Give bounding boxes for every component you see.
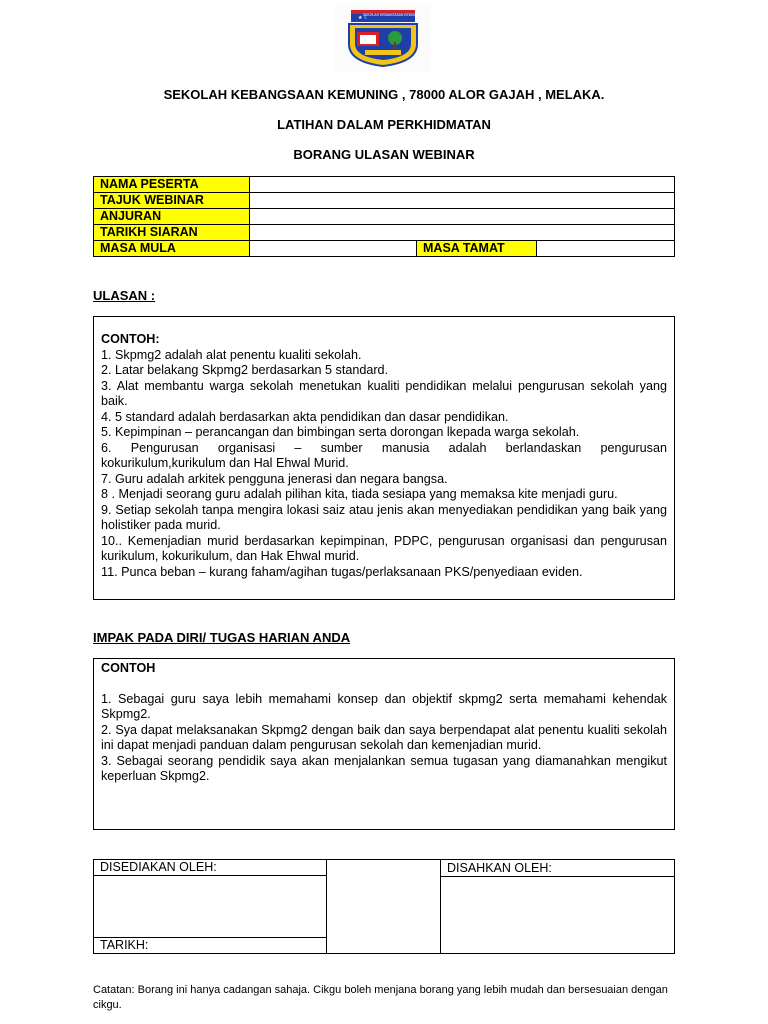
- ulasan-item: 8 . Menjadi seorang guru adalah pilihan kita, tiada sesiapa yang memaksa kite menjadi guru.: [101, 487, 618, 501]
- program-title: LATIHAN DALAM PERKHIDMATAN: [277, 117, 491, 132]
- label-tajuk-webinar: TAJUK WEBINAR: [94, 193, 250, 209]
- prepared-by-label: DISEDIAKAN OLEH:: [94, 860, 327, 876]
- ulasan-item: 10.. Kemenjadian murid berdasarkan kepimpinan, PDPC, pengurusan organisasi dan pengurusan kurikulum, kokurikulum, dan Hak Ehwal murid.: [101, 533, 667, 563]
- ulasan-item: 1. Skpmg2 adalah alat penentu kualiti sekolah.: [101, 347, 362, 362]
- ulasan-item: 7. Guru adalah arkitek pengguna jenerasi dan negara bangsa.: [101, 471, 448, 486]
- ulasan-box[interactable]: [93, 316, 675, 600]
- ulasan-heading: ULASAN :: [93, 288, 156, 303]
- ulasan-item: 11. Punca beban – kurang faham/agihan tugas/perlaksanaan PKS/penyediaan eviden.: [101, 564, 583, 579]
- impak-example-label: CONTOH: [101, 661, 156, 675]
- field-tarikh-siaran[interactable]: [250, 225, 675, 241]
- prepared-by-signature-field[interactable]: [94, 876, 327, 938]
- impak-heading: IMPAK PADA DIRI/ TUGAS HARIAN ANDA: [93, 630, 351, 645]
- impak-item: 3. Sebagai seorang pendidik saya akan menjalankan semua tugasan yang diamanahkan mengikut keperluan Skpmg2.: [101, 753, 667, 783]
- signature-gap: [327, 860, 441, 954]
- field-anjuran[interactable]: [250, 209, 675, 225]
- ulasan-item: 6. Pengurusan organisasi – sumber manusia adalah berlandaskan pengurusan kokurikulum,kurikulum dan Hal Ehwal Murid.: [101, 440, 667, 470]
- logo-text: SEKOLAH KEBANGSAAN KEMUNING: [363, 13, 423, 17]
- ulasan-item: 5. Kepimpinan – perancangan dan bimbingan serta dorongan lkepada warga sekolah.: [101, 425, 580, 439]
- ulasan-item: 4. 5 standard adalah berdasarkan akta pendidikan dan dasar pendidikan.: [101, 409, 509, 424]
- label-tarikh-siaran: TARIKH SIARAN: [94, 225, 250, 241]
- impak-item: 2. Sya dapat melaksanakan Skpmg2 dengan baik dan saya berpendapat alat penentu kualiti sekolah ini dapat menjadi panduan dalam pengurusan sekolah dan kemenjadian murid.: [101, 722, 667, 752]
- approved-by-cell[interactable]: [441, 860, 675, 954]
- school-name: SEKOLAH KEBANGSAAN KEMUNING , 78000 ALOR GAJAH , MELAKA.: [163, 87, 605, 102]
- signature-table: [93, 859, 675, 954]
- label-masa-mula: MASA MULA: [94, 241, 250, 257]
- field-masa-tamat[interactable]: [537, 241, 675, 257]
- ulasan-example-label: CONTOH:: [101, 332, 160, 346]
- approved-by-label: DISAHKAN OLEH:: [441, 860, 674, 877]
- footnote: Catatan: Borang ini hanya cadangan sahaja. Cikgu boleh menjana borang yang lebih mudah dan bersesuaian dengan cikgu.: [93, 984, 668, 1011]
- field-tajuk-webinar[interactable]: [250, 193, 675, 209]
- impak-list: [101, 692, 667, 785]
- svg-text:★ ☾: ★ ☾: [358, 15, 369, 21]
- label-anjuran: ANJURAN: [94, 209, 250, 225]
- label-nama-peserta: NAMA PESERTA: [94, 177, 250, 193]
- date-label: TARIKH:: [94, 937, 327, 953]
- ulasan-item: 9. Setiap sekolah tanpa mengira lokasi saiz atau jenis akan menyediakan pendidikan yang baik yang holistiker pada murid.: [101, 502, 667, 532]
- field-masa-mula[interactable]: [250, 241, 417, 257]
- field-nama-peserta[interactable]: [250, 177, 675, 193]
- label-masa-tamat: MASA TAMAT: [417, 241, 537, 257]
- ulasan-item: 2. Latar belakang Skpmg2 berdasarkan 5 standard.: [101, 363, 389, 377]
- impak-box[interactable]: [93, 658, 675, 830]
- form-title: BORANG ULASAN WEBINAR: [293, 147, 475, 162]
- school-logo: [335, 4, 431, 72]
- participant-info-table: [93, 176, 675, 257]
- ulasan-item: 3. Alat membantu warga sekolah menetukan kualiti pendidikan melalui pengurusan sekolah yang baik.: [101, 378, 667, 408]
- ulasan-list: [101, 348, 667, 581]
- impak-item: 1. Sebagai guru saya lebih memahami konsep dan objektif skpmg2 serta memahami kehendak Skpmg2.: [101, 691, 667, 721]
